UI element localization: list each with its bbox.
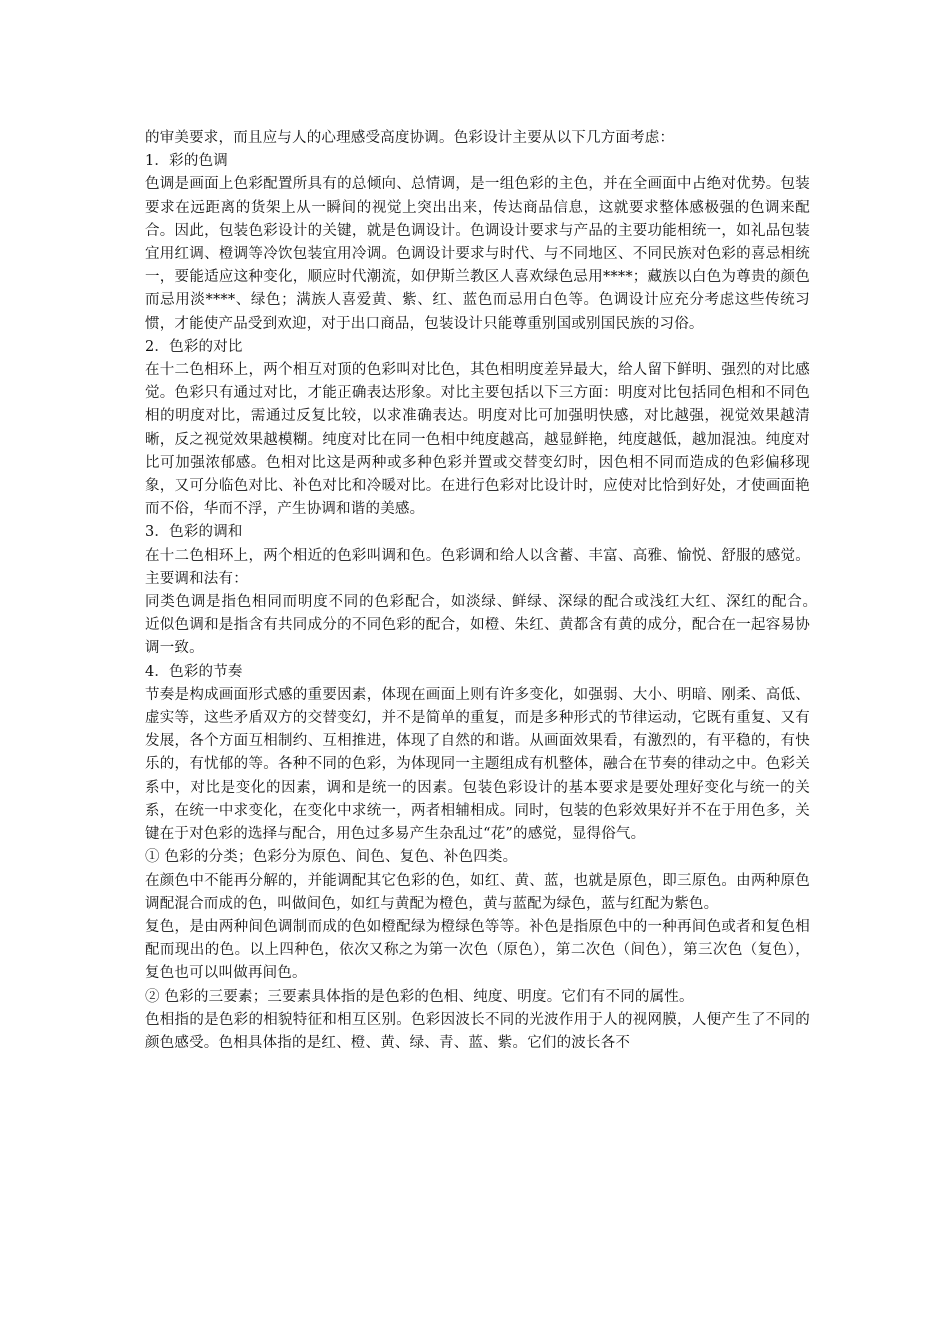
paragraph-color-tone: 色调是画面上色彩配置所具有的总倾向、总情调，是一组色彩的主色，并在全画面中占绝对优势。包装要求在远距离的货架上从一瞬间的视觉上突出出来，传达商品信息，这就要求整体感极强的色调来配合。因此，包装色彩设计的关键，就是色调设计。色调设计要求与产品的主要功能相统一，如礼品包装宜用红调、橙调等冷饮包装宜用冷调。色调设计要求与时代、与不同地区、不同民族对色彩的喜忌相统一，要能适应这种变化，顺应时代潮流，如伊斯兰教区人喜欢绿色忌用****；藏族以白色为尊贵的颜色而忌用淡****、绿色；满族人喜爱黄、紫、红、蓝色而忌用白色等。色调设计应充分考虑这些传统习惯，才能使产品受到欢迎，对于出口商品，包装设计只能尊重别国或别国民族的习俗。: [145, 176, 810, 332]
paragraph-hue: 色相指的是色彩的相貌特征和相互区别。色彩因波长不同的光波作用于人的视网膜，人便产生了不同的颜色感受。色相具体指的是红、橙、黄、绿、青、蓝、紫。它们的波长各不: [145, 1011, 810, 1051]
paragraph-primary-secondary: 在颜色中不能再分解的，并能调配其它色彩的色，如红、黄、蓝，也就是原色，即三原色。由两种原色调配混合而成的色，叫做间色，如红与黄配为橙色，黄与蓝配为绿色，蓝与红配为紫色。: [145, 872, 810, 912]
paragraph-three-elements: ② 色彩的三要素；三要素具体指的是色彩的色相、纯度、明度。它们有不同的属性。: [145, 988, 694, 1005]
heading-color-tone: 1．彩的色调: [145, 153, 228, 170]
paragraph-color-contrast: 在十二色相环上，两个相互对顶的色彩叫对比色，其色相明度差异最大，给人留下鲜明、强烈的对比感觉。色彩只有通过对比，才能正确表达形象。对比主要包括以下三方面：明度对比包括同色相和不同色相的明度对比，需通过反复比较，以求准确表达。明度对比可加强明快感，对比越强，视觉效果越清晰，反之视觉效果越模糊。纯度对比在同一色相中纯度越高，越显鲜艳，纯度越低，越加混浊。纯度对比可加强浓郁感。色相对比这是两种或多种色彩并置或交替变幻时，因色相不同而造成的色彩偏移现象，又可分临色对比、补色对比和冷暖对比。在进行色彩对比设计时，应使对比恰到好处，才使画面艳而不俗，华而不浮，产生协调和谐的美感。: [145, 362, 810, 518]
paragraph-color-rhythm: 节奏是构成画面形式感的重要因素，体现在画面上则有许多变化，如强弱、大小、明暗、刚柔、高低、虚实等，这些矛盾双方的交替变幻，并不是简单的重复，而是多种形式的节律运动，它既有重复、又有发展，各个方面互相制约、互相推进，体现了自然的和谐。从画面效果看，有激烈的，有平稳的，有快乐的，有忧郁的等。各种不同的色彩，为体现同一主题组成有机整体，融合在节奏的律动之中。色彩关系中，对比是变化的因素，调和是统一的因素。包装色彩设计的基本要求是要处理好变化与统一的关系，在统一中求变化，在变化中求统一，两者相辅相成。同时，包装的色彩效果好并不在于用色多，关键在于对色彩的选择与配合，用色过多易产生杂乱过“花”的感觉，显得俗气。: [145, 686, 810, 843]
heading-color-harmony: 3．色彩的调和: [145, 524, 243, 541]
paragraph-intro-continuation: 的审美要求，而且应与人的心理感受高度协调。色彩设计主要从以下几方面考虑：: [145, 130, 675, 146]
paragraph-color-classification: ① 色彩的分类；色彩分为原色、间色、复色、补色四类。: [145, 849, 518, 866]
heading-color-contrast: 2．色彩的对比: [145, 338, 243, 355]
paragraph-harmony-methods: 同类色调是指色相同而明度不同的色彩配合，如淡绿、鲜绿、深绿的配合或浅红大红、深红的配合。 近似色调和是指含有共同成分的不同色彩的配合，如橙、朱红、黄都含有黄的成分，配合在一起容易协调一致。: [145, 594, 840, 657]
document-body: [145, 127, 840, 1055]
paragraph-tertiary-complementary: 复色，是由两种间色调制而成的色如橙配绿为橙绿色等等。补色是指原色中的一种再间色或者和复色相配而现出的色。以上四种色，依次又称之为第一次色（原色），第二次色（间色），第三次色（复色），复色也可以叫做再间色。: [145, 918, 810, 982]
paragraph-color-harmony: 在十二色相环上，两个相近的色彩叫调和色。色彩调和给人以含蓄、丰富、高雅、愉悦、舒服的感觉。主要调和法有：: [145, 547, 810, 587]
heading-color-rhythm: 4．色彩的节奏: [145, 663, 243, 680]
